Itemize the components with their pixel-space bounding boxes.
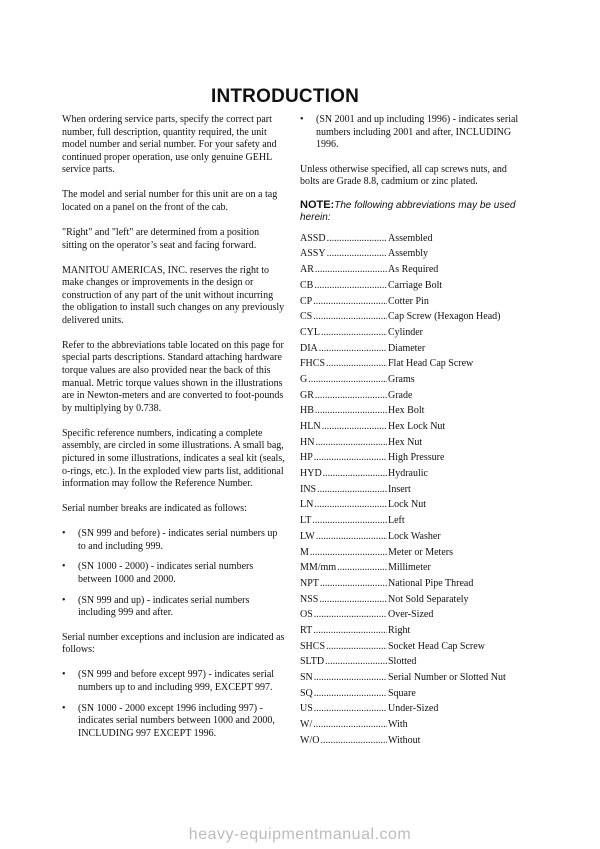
abbreviation-key: DIA ..... (300, 343, 387, 356)
abbreviation-key: NPT ..... (300, 578, 387, 591)
changes-paragraph: MANITOU AMERICAS, INC. reserves the right to make changes or improvements in the design or construction of any part of the unit without incurring the obligation to install such changes on any previously delivered units. (62, 264, 285, 326)
abbreviation-meaning: Cotter Pin (388, 295, 429, 307)
note-text: The following abbreviations may be used herein: (300, 199, 516, 224)
list-item: • (SN 999 and up) - indicates serial numbers including 999 and after. (62, 595, 286, 620)
abbreviation-row (300, 625, 525, 641)
abbreviation-key: MM/mm ..... (300, 562, 387, 575)
abbreviation-row (300, 688, 525, 704)
ordering-paragraph: When ordering service parts, specify the correct part number, full description, quantity required, the unit model number and serial number. For your safety and continued proper operation, use only genuine GEHL service parts. (62, 114, 277, 176)
abbreviation-meaning: Carriage Bolt (388, 279, 443, 291)
abbreviation-key: G ..... (300, 374, 387, 387)
page-title: INTRODUCTION (210, 86, 360, 107)
list-item: • (SN 2001 and up including 1996) - indicates serial numbers including 2001 and after, INCLUDING 1996. (300, 114, 525, 152)
abbreviation-meaning: Meter or Meters (388, 546, 453, 558)
abbreviation-meaning: Hex Nut (388, 436, 423, 448)
abbreviation-meaning: Slotted (388, 656, 417, 668)
abbreviation-row (300, 358, 525, 374)
abbreviation-meaning: Cylinder (388, 326, 423, 338)
abbreviation-row (300, 468, 525, 484)
abbreviation-row (300, 562, 525, 578)
abbreviation-row (300, 452, 525, 468)
abbreviation-row (300, 405, 525, 421)
abbreviation-key: HN ..... (300, 437, 387, 450)
abbreviations-table (300, 233, 525, 751)
abbreviation-key: GR ..... (300, 390, 387, 403)
abbreviation-row (300, 656, 525, 672)
abbreviation-meaning: Millimeter (388, 562, 431, 574)
serial-exceptions-list (62, 669, 286, 740)
abbreviation-key: ASSD ..... (300, 233, 387, 246)
abbreviation-row (300, 703, 525, 719)
abbreviation-meaning: Without (388, 734, 421, 746)
serial-exceptions-intro: Serial number exceptions and inclusion are indicated as follows: (62, 631, 285, 656)
abbreviation-key: OS ..... (300, 609, 387, 622)
abbreviation-key: AR ..... (300, 264, 387, 277)
abbreviation-key: M ..... (300, 547, 387, 560)
abbreviation-meaning: National Pipe Thread (388, 577, 474, 589)
abbreviation-row (300, 515, 525, 531)
abbreviation-row (300, 609, 525, 625)
serial-exceptions-list-continued (300, 114, 525, 152)
abbreviation-key: LN ..... (300, 499, 387, 512)
abbreviation-key: HLN ..... (300, 421, 387, 434)
abbreviation-meaning: Diameter (388, 342, 426, 354)
abbreviation-row (300, 421, 525, 437)
abbreviation-meaning: Hex Bolt (388, 405, 425, 417)
abbreviation-key: CYL ..... (300, 327, 387, 340)
abbreviation-row (300, 499, 525, 515)
abbreviation-key: SLTD ..... (300, 656, 387, 669)
abbreviation-row (300, 296, 525, 312)
left-column (62, 114, 286, 752)
list-item: • (SN 1000 - 2000) - indicates serial numbers between 1000 and 2000. (62, 561, 286, 586)
abbreviation-row (300, 390, 525, 406)
abbreviation-meaning: Grade (388, 389, 413, 401)
abbreviation-row (300, 311, 525, 327)
abbreviation-row (300, 248, 525, 264)
abbreviation-key: CP ..... (300, 296, 387, 309)
abbreviation-meaning: Not Sold Separately (388, 593, 469, 605)
abbreviation-key: FHCS ..... (300, 358, 387, 371)
abbreviation-meaning: Hex Lock Nut (388, 421, 446, 433)
abbreviation-key: INS ..... (300, 484, 387, 497)
abbreviation-meaning: Hydraulic (388, 468, 428, 480)
list-item: • (SN 1000 - 2000 except 1996 including 997) - indicates serial numbers between 1000 and 2000, INCLUDING 997 EXCEPT 1996. (62, 703, 286, 741)
abbreviation-key: SN ..... (300, 672, 387, 685)
abbreviation-row (300, 327, 525, 343)
abbreviation-meaning: Assembled (388, 232, 433, 244)
abbreviation-row (300, 531, 525, 547)
abbreviation-row (300, 264, 525, 280)
abbreviation-key: SQ ..... (300, 688, 387, 701)
abbreviation-meaning: Serial Number or Slotted Nut (388, 672, 506, 684)
abbreviation-meaning: Lock Nut (388, 499, 427, 511)
abbreviations-reference-paragraph: Refer to the abbreviations table located on this page for special parts descriptions. Standard attaching hardware torque values are also provided near the back of this manual. Metric torque values shown in the illustrations are in Newton-meters and are converted to foot-pounds by multiplying by 0.738. (62, 339, 284, 414)
abbreviation-meaning: Lock Washer (388, 530, 441, 542)
serial-breaks-list (62, 528, 286, 620)
abbreviation-meaning: Cap Screw (Hexagon Head) (388, 311, 501, 323)
abbreviation-meaning: Square (388, 687, 416, 699)
abbreviation-meaning: Grams (388, 373, 415, 385)
abbreviation-row (300, 374, 525, 390)
abbreviation-key: RT ..... (300, 625, 387, 638)
abbreviation-key: HYD ..... (300, 468, 387, 481)
watermark-footer: heavy-equipmentmanual.com (188, 826, 412, 843)
abbreviation-meaning: With (388, 719, 408, 731)
abbreviation-meaning: Insert (388, 483, 411, 495)
abbreviation-row (300, 641, 525, 657)
abbreviation-meaning: As Required (388, 264, 439, 276)
abbreviation-key: CB ..... (300, 280, 387, 293)
abbreviation-row (300, 437, 525, 453)
right-left-paragraph: "Right" and "left" are determined from a position sitting on the operator’s seat and facing forward. (62, 226, 260, 251)
abbreviation-key: HP ..... (300, 452, 387, 465)
abbreviation-meaning: Socket Head Cap Screw (388, 640, 485, 652)
abbreviation-key: CS ..... (300, 311, 387, 324)
abbreviation-meaning: Assembly (388, 248, 428, 260)
serial-tag-paragraph: The model and serial number for this unit are on a tag located on a panel on the front of the cab. (62, 189, 278, 213)
abbreviation-key: ASSY ..... (300, 248, 387, 261)
abbreviation-key: W/O ..... (300, 735, 387, 748)
cap-screws-paragraph: Unless otherwise specified, all cap screws nuts, and bolts are Grade 8.8, cadmium or zinc plated. (300, 163, 507, 188)
abbreviation-key: W/ ..... (300, 719, 387, 732)
serial-breaks-intro: Serial number breaks are indicated as follows: (62, 503, 247, 515)
abbreviation-row (300, 343, 525, 359)
abbreviation-key: US ..... (300, 703, 387, 716)
abbreviation-row (300, 672, 525, 688)
abbreviation-meaning: Under-Sized (388, 703, 439, 715)
abbreviation-row (300, 484, 525, 500)
abbreviation-meaning: Right (388, 624, 411, 636)
abbreviation-row (300, 578, 525, 594)
abbreviation-row (300, 719, 525, 735)
abbreviation-key: SHCS ..... (300, 641, 387, 654)
abbreviation-meaning: Flat Head Cap Screw (388, 358, 474, 370)
abbreviation-meaning: Over-Sized (388, 609, 434, 621)
note-label: NOTE: (300, 198, 335, 211)
note (300, 199, 525, 225)
abbreviation-row (300, 594, 525, 610)
reference-numbers-paragraph: Specific reference numbers, indicating a complete assembly, are circled in some illustrations. A small bag, pictured in some illustrations, indicates a seal kit (seals, o-rings, etc.). In the exploded view parts list, additional information may follow the Reference Number. (62, 427, 285, 490)
abbreviation-meaning: Left (388, 515, 405, 527)
abbreviation-key: LW ..... (300, 531, 387, 544)
abbreviation-row (300, 735, 525, 751)
abbreviation-row (300, 280, 525, 296)
list-item: • (SN 999 and before except 997) - indicates serial numbers up to and including 999, EXCEPT 997. (62, 669, 286, 694)
abbreviation-key: LT ..... (300, 515, 387, 528)
abbreviation-meaning: High Pressure (388, 452, 445, 464)
list-item: • (SN 999 and before) - indicates serial numbers up to and including 999. (62, 528, 286, 553)
abbreviation-key: HB ..... (300, 405, 387, 418)
abbreviation-row (300, 233, 525, 249)
right-column (300, 114, 525, 750)
abbreviation-key: NSS ..... (300, 594, 387, 607)
abbreviation-row (300, 547, 525, 563)
